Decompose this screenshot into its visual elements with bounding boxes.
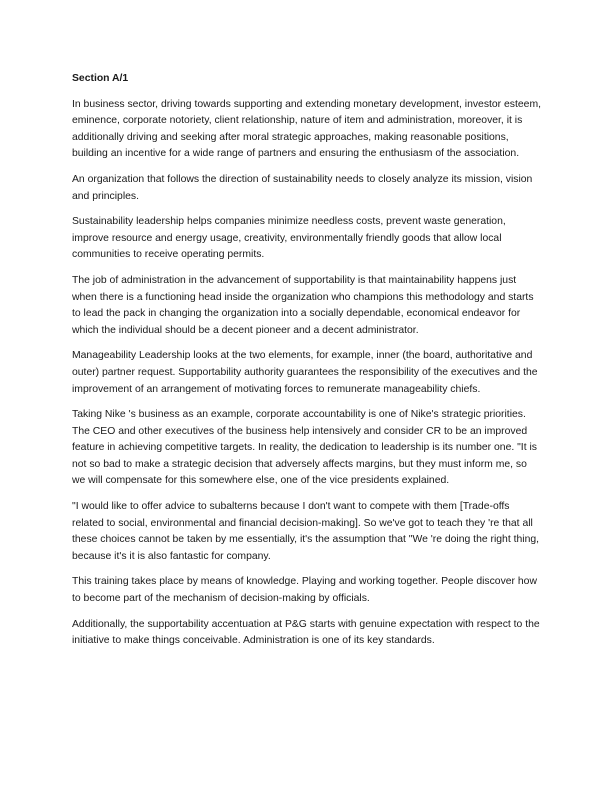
document-body bbox=[72, 71, 542, 659]
paragraph-3: Sustainability leadership helps companies minimize needless costs, prevent waste generation, improve resource and energy usage, creativity, environmentally friendly goods that allow local communities to receive operating permits. bbox=[72, 216, 506, 261]
paragraph-8: This training takes place by means of knowledge. Playing and working together. People discover how to become part of the mechanism of decision-making by officials. bbox=[72, 576, 537, 605]
paragraph-6: Taking Nike 's business as an example, corporate accountability is one of Nike's strategic priorities. The CEO and other executives of the business help intensively and consider CR to be an improved feature in achieving competitive targets. In reality, the dedication to leadership is its number one. "It is not so bad to make a strategic decision that adversely affects margins, but they must inform me, so we will compensate for this somewhere else, one of the vice presidents explained. bbox=[72, 409, 537, 487]
paragraph-4: The job of administration in the advancement of supportability is that maintainability happens just when there is a functioning head inside the organization who champions this methodology and starts to lead the pack in changing the organization into a socially dependable, economical endeavor for which the individual should be a decent pioneer and a decent administrator. bbox=[72, 274, 534, 336]
paragraph-9: Additionally, the supportability accentuation at P&G starts with genuine expectation with respect to the initiative to make things conceivable. Administration is one of its key standards. bbox=[72, 618, 540, 647]
paragraph-2: An organization that follows the direction of sustainability needs to closely analyze its mission, vision and principles. bbox=[72, 173, 533, 202]
paragraph-5: Manageability Leadership looks at the two elements, for example, inner (the board, authoritative and outer) partner request. Supportability authority guarantees the responsibility of the executives and the improvement of an arrangement of motivating forces to remunerate manageability chiefs. bbox=[72, 350, 538, 395]
paragraph-1: In business sector, driving towards supporting and extending monetary development, investor esteem, eminence, corporate notoriety, client relationship, nature of item and administration, moreover, it is additionally driving and seeking after moral strategic approaches, making reasonable positions, building an incentive for a wide range of partners and ensuring the enthusiasm of the association. bbox=[72, 98, 541, 160]
paragraph-7: "I would like to offer advice to subalterns because I don't want to compete with them [Trade-offs related to social, environmental and financial decision-making]. So we've got to teach they 're that all these choices cannot be taken by me essentially, it's the assumption that "We 're doing the right thing, because it's it is also fantastic for company. bbox=[72, 501, 540, 562]
section-title: Section A/1 bbox=[72, 73, 129, 84]
